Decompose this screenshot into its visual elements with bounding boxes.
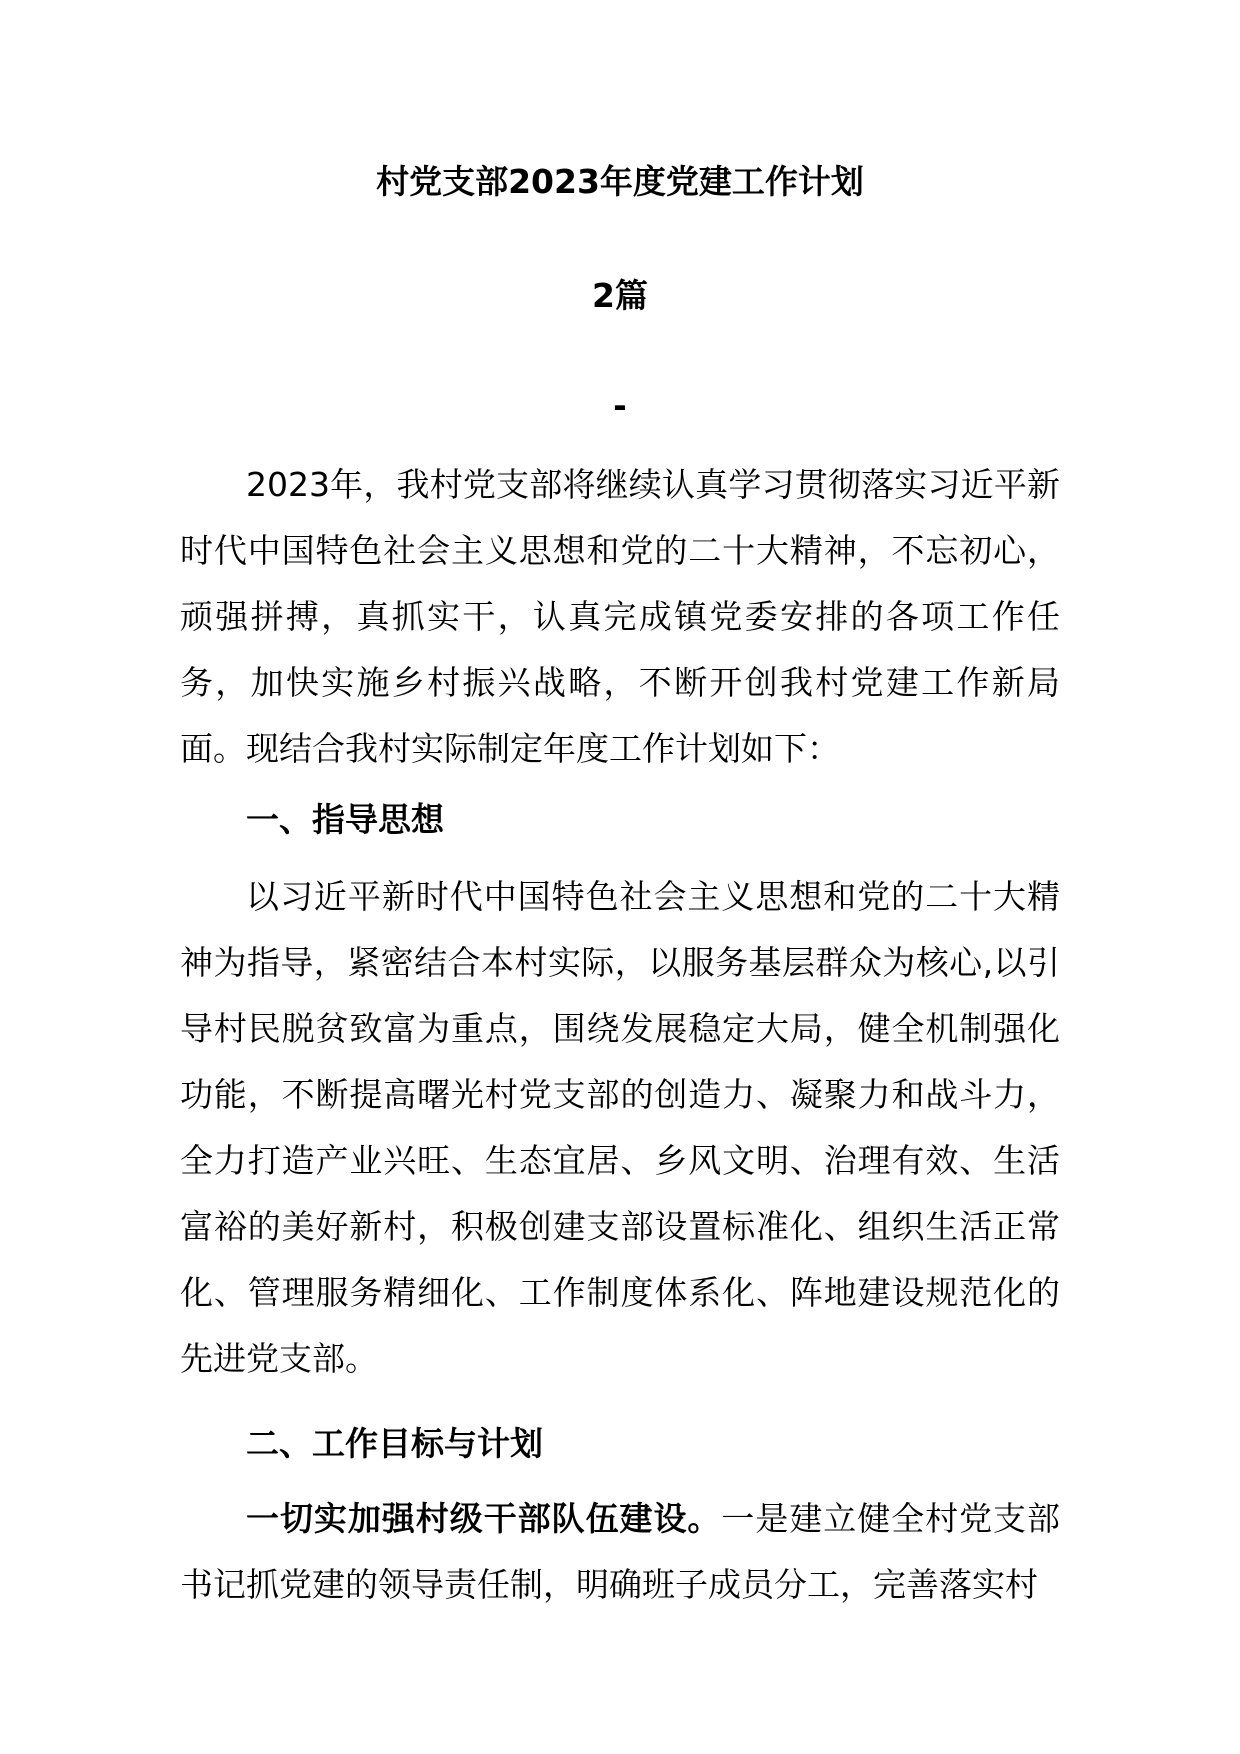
goals-paragraph-lead: 一切实加强村级干部队伍建设。	[246, 1499, 722, 1538]
goals-paragraph	[180, 1486, 1060, 1618]
document-title: 村党支部2023年度党建工作计划	[376, 162, 864, 201]
guiding-thought-paragraph: 以习近平新时代中国特色社会主义思想和党的二十大精神为指导，紧密结合本村实际，以服务基层群众为核心,以引导村民脱贫致富为重点，围绕发展稳定大局，健全机制强化功能，不断提高曙光村党支部的创造力、凝聚力和战斗力，全力打造产业兴旺、生态宜居、乡风文明、治理有效、生活富裕的美好新村，积极创建支部设置标准化、组织生活正常化、管理服务精细化、工作制度体系化、阵地建设规范化的先进党支部。	[180, 877, 1060, 1378]
title-separator: -	[613, 386, 627, 425]
document-subtitle: 2篇	[592, 276, 648, 315]
intro-paragraph: 2023年，我村党支部将继续认真学习贯彻落实习近平新时代中国特色社会主义思想和党的二十大精神，不忘初心，顽强拼搏，真抓实干，认真完成镇党委安排的各项工作任务，加快实施乡村振兴战略，不断开创我村党建工作新局面。现结合我村实际制定年度工作计划如下：	[180, 465, 1060, 768]
section-heading-goals-plans: 二、工作目标与计划	[246, 1424, 543, 1463]
section-heading-guiding-thought: 一、指导思想	[246, 800, 444, 839]
goals-paragraph-text: 一是建立健全村党支部书记抓党建的领导责任制，明确班子成员分工，完善落实村	[180, 1499, 1061, 1604]
